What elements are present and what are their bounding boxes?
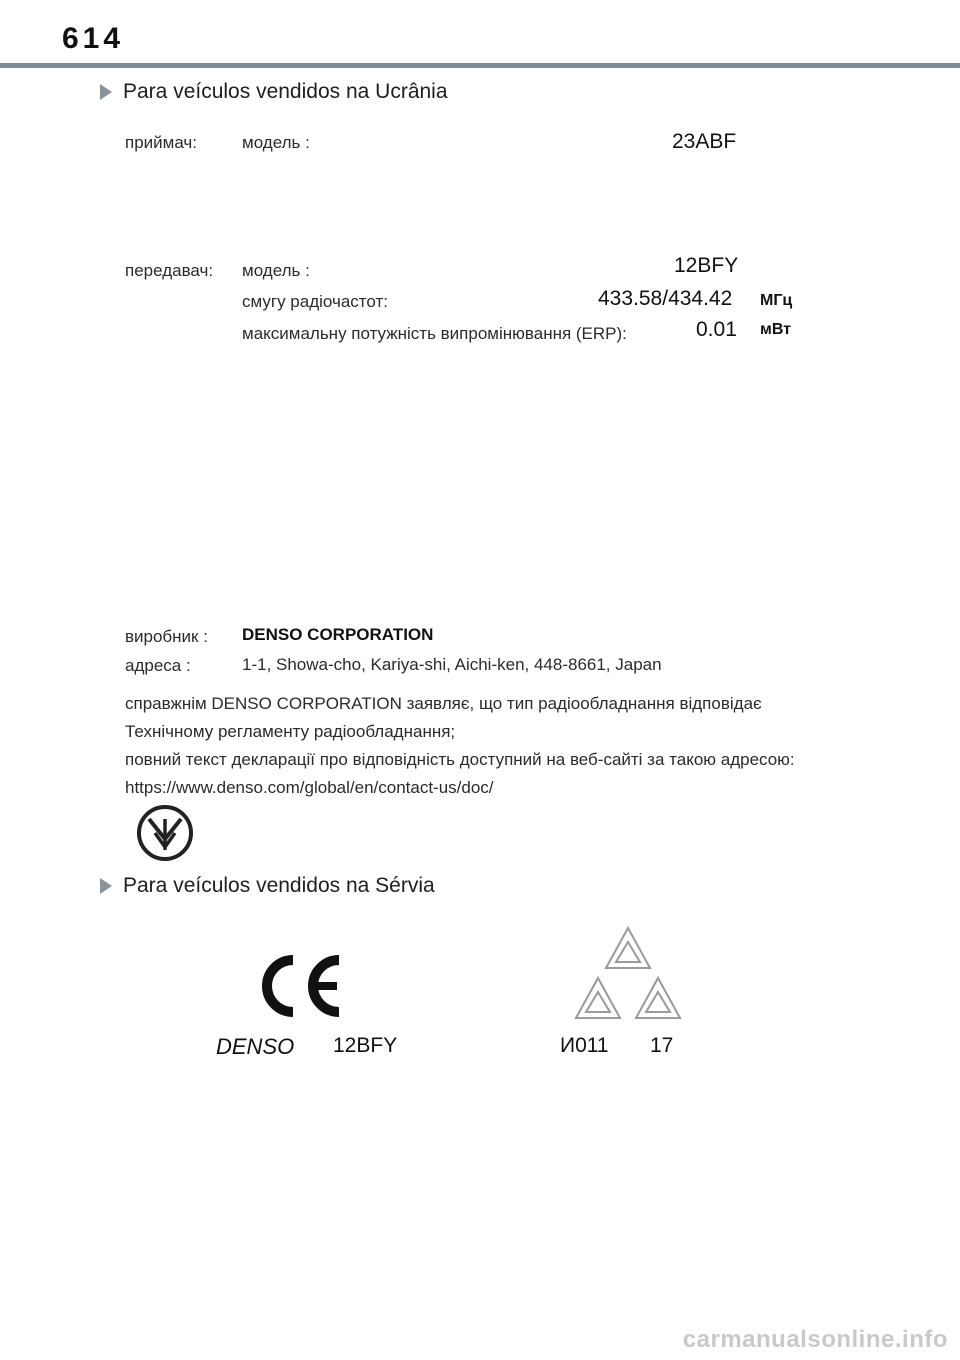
power-label: максимальну потужність випромінювання (ERP): — [242, 324, 627, 343]
ce-mark-icon — [253, 953, 345, 1019]
declaration-url: https://www.denso.com/global/en/contact-us/doc/ — [125, 778, 494, 797]
ce-brand: DENSO — [216, 1034, 295, 1059]
transmitter-model-value: 12BFY — [674, 254, 739, 277]
address-value: 1-1, Showa-cho, Kariya-shi, Aichi-ken, 448-8661, Japan — [242, 655, 662, 674]
power-unit: мВт — [760, 321, 792, 338]
serbia-year: 17 — [650, 1034, 674, 1057]
receiver-model-label: модель : — [242, 133, 310, 152]
section-heading-text: Para veículos vendidos na Ucrânia — [123, 80, 448, 103]
serbia-code: И011 — [560, 1034, 609, 1057]
ce-model: 12BFY — [333, 1034, 398, 1057]
serbian-conformity-mark-icon — [570, 922, 686, 1026]
declaration-line-1: справжнім DENSO CORPORATION заявляє, що тип радіообладнання відповідає — [125, 694, 762, 713]
section-heading-ukraine — [100, 80, 448, 104]
transmitter-label: передавач: — [125, 261, 214, 280]
frequency-value: 433.58/434.42 — [598, 287, 733, 310]
triangle-bullet-icon — [100, 878, 112, 894]
frequency-unit: МГц — [760, 292, 793, 309]
declaration-line-3: повний текст декларації про відповідність доступний на веб-сайті за такою адресою: — [125, 750, 795, 769]
power-value: 0.01 — [696, 318, 737, 341]
manufacturer-label: виробник : — [125, 627, 208, 646]
triangle-bullet-icon — [100, 84, 112, 100]
frequency-label: смугу радіочастот: — [242, 292, 388, 311]
section-heading-serbia — [100, 874, 435, 898]
header-rule — [0, 63, 960, 68]
manufacturer-value: DENSO CORPORATION — [242, 625, 434, 644]
section-heading-text: Para veículos vendidos na Sérvia — [123, 874, 435, 897]
ukrainian-conformity-mark-icon — [135, 803, 195, 863]
page-number: 614 — [62, 22, 125, 55]
transmitter-model-label: модель : — [242, 261, 310, 280]
address-label: адреса : — [125, 656, 191, 675]
receiver-model-value: 23ABF — [672, 130, 737, 153]
footer-watermark: carmanualsonline.info — [682, 1326, 948, 1353]
receiver-label: приймач: — [125, 133, 198, 152]
declaration-line-2: Технічному регламенту радіообладнання; — [125, 722, 456, 741]
